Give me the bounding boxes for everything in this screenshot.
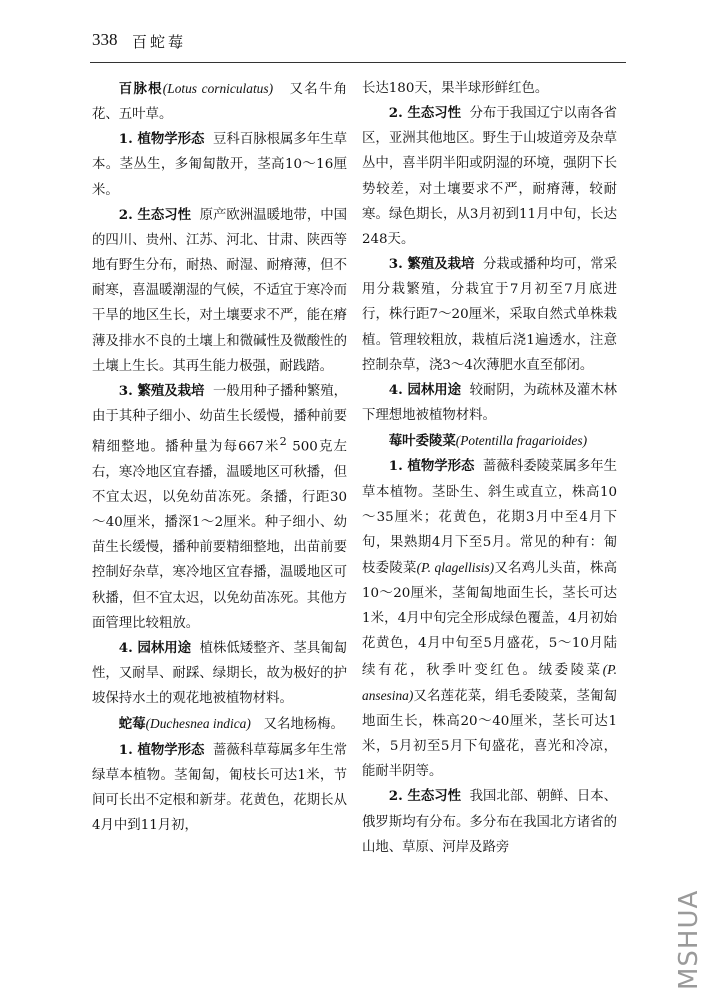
paragraph-text: 长达180天，果半球形鲜红色。 — [362, 81, 549, 96]
paragraph — [362, 101, 617, 252]
section-heading: 3. 繁殖及栽培 — [388, 256, 475, 273]
paragraph — [92, 636, 347, 711]
paragraph-text: 500克左右，寒冷地区宜春播，温暖地区可秋播，但不宜太迟，以免幼苗冻死。条播，行距30～40厘米，播深1～2厘米。种子细小、幼苗生长缓慢，播种前要精细整地，出苗前要控制好杂草，寒冷地区宜春播，温暖地区可秋播，但不宜太迟，以免幼苗冻死。其他方面管理比较粗放。 — [92, 439, 347, 631]
page-header — [92, 30, 622, 58]
section-heading: 2. 生态习性 — [388, 105, 462, 122]
superscript: 2 — [279, 435, 287, 449]
section-heading: 2. 生态习性 — [388, 788, 462, 805]
alias-text: 又名地杨梅。 — [263, 717, 344, 733]
running-title: 百蛇莓 — [132, 33, 187, 51]
paragraph-text: 原产欧洲温暖地带，中国的四川、贵州、江苏、河北、甘肃、陕西等地有野生分布，耐热、耐湿、耐瘠薄，但不耐寒，喜温暖潮湿的气候，不适宜于寒冷而干旱的地区生长，对土壤要求不严，能在瘠薄及排水不良的土壤上和微碱性及微酸性的土壤上生长。其再生能力极强，耐践踏。 — [92, 207, 348, 374]
entry-title: 蛇莓 — [118, 716, 146, 733]
paragraph — [362, 76, 617, 101]
paragraph — [362, 378, 617, 428]
section-heading: 1. 植物学形态 — [118, 741, 205, 758]
paragraph — [92, 203, 347, 379]
section-heading: 2. 生态习性 — [118, 206, 192, 223]
section-heading: 4. 园林用途 — [388, 381, 462, 398]
paragraph-text: 蔷薇科委陵菜属多年生草本植物。茎卧生、斜生或直立，株高10～35厘米；花黄色，花期3月中至4月下旬，果熟期4月下至5月。常见的种有：匍枝委陵菜 — [362, 459, 618, 576]
paragraph — [92, 738, 347, 839]
latin-name: (Duchesnea indica) — [145, 716, 251, 732]
entry-lotus-title — [92, 76, 347, 127]
paragraph-text: 一般用种子播种繁殖，由于其种子细小、幼苗生长缓慢，播种前要精细整地。播种量为每667米 — [92, 383, 348, 455]
latin-name: (P. qlagellisis) — [416, 559, 495, 575]
paragraph-text: 分布于我国辽宁以南各省区，亚洲其他地区。野生于山坡道旁及杂草丛中，喜半阴半阳或阴湿的环境，强阴下长势较差，对土壤要求不严，耐瘠薄，较耐寒。绿色期长，从3月初到11月中旬，长达248天。 — [362, 106, 618, 247]
section-heading: 3. 繁殖及栽培 — [118, 382, 205, 399]
entry-title: 莓叶委陵菜 — [388, 433, 456, 450]
paragraph — [362, 784, 617, 859]
section-heading: 1. 植物学形态 — [118, 131, 205, 148]
entry-title: 百脉根 — [118, 81, 163, 97]
section-heading: 4. 园林用途 — [118, 639, 192, 656]
latin-name: (P. ansesina) — [362, 661, 617, 703]
paragraph-text: 豆科百脉根属多年生草本。茎丛生，多匍匐散开，茎高10～16厘米。 — [92, 132, 348, 198]
paragraph-text: 植株低矮整齐、茎具匍匐性，又耐旱、耐踩、绿期长，故为极好的护坡保持水土的观花地被植物材料。 — [92, 640, 348, 707]
paragraph — [362, 454, 617, 784]
section-heading: 1. 植物学形态 — [388, 458, 475, 475]
right-column — [362, 76, 617, 860]
page-number: 338 — [92, 30, 118, 49]
paragraph-text: 蔷薇科草莓属多年生常绿草本植物。茎匍匐，匍枝长可达1米，节间可长出不定根和新芽。花黄色，花期长从4月中到11月初， — [92, 742, 348, 833]
paragraph-text: 我国北部、朝鲜、日本、俄罗斯均有分布。多分布在我国北方诸省的山地、草原、河岸及路旁 — [362, 789, 618, 855]
entry-potentilla-title — [362, 428, 617, 454]
paragraph — [92, 379, 347, 636]
paragraph-text: 又名莲花菜，绢毛委陵菜，茎匍匐地面生长，株高20～40厘米，茎长可达1米，5月初至5月下旬盛花，喜光和冷凉，能耐半阴等。 — [362, 688, 617, 780]
paragraph — [362, 252, 617, 378]
header-rule — [90, 62, 626, 63]
paragraph-text: 较耐阴，为疏林及灌木林下理想地被植物材料。 — [362, 382, 618, 424]
entry-duchesnea-title — [92, 711, 347, 737]
latin-name: (Potentilla fragarioides) — [455, 433, 588, 449]
paragraph — [92, 127, 347, 202]
paragraph-text: 又名鸡儿头苗，株高10～20厘米，茎匍匐地面生长，茎长可达1米，4月中旬完全形成绿色覆盖，4月初始花黄色，4月中旬至5月盛花，5～10月陆续有花，秋季叶变红色。绒委陵菜 — [362, 560, 618, 678]
watermark — [644, 880, 704, 990]
alias-text: 又名牛角花、五叶草。 — [92, 82, 348, 123]
paragraph-text: 分栽或播种均可，常采用分栽繁殖，分栽宜于7月初至7月底进行，株行距7～20厘米，采取自然式单株栽植。管理较粗放，栽植后浇1遍透水，注意控制杂草，浇3～4次薄肥水直至郁闭。 — [362, 257, 618, 373]
latin-name: (Lotus corniculatus) — [162, 81, 274, 96]
watermark-text: MSHUA — [674, 889, 704, 990]
left-column — [92, 76, 347, 838]
